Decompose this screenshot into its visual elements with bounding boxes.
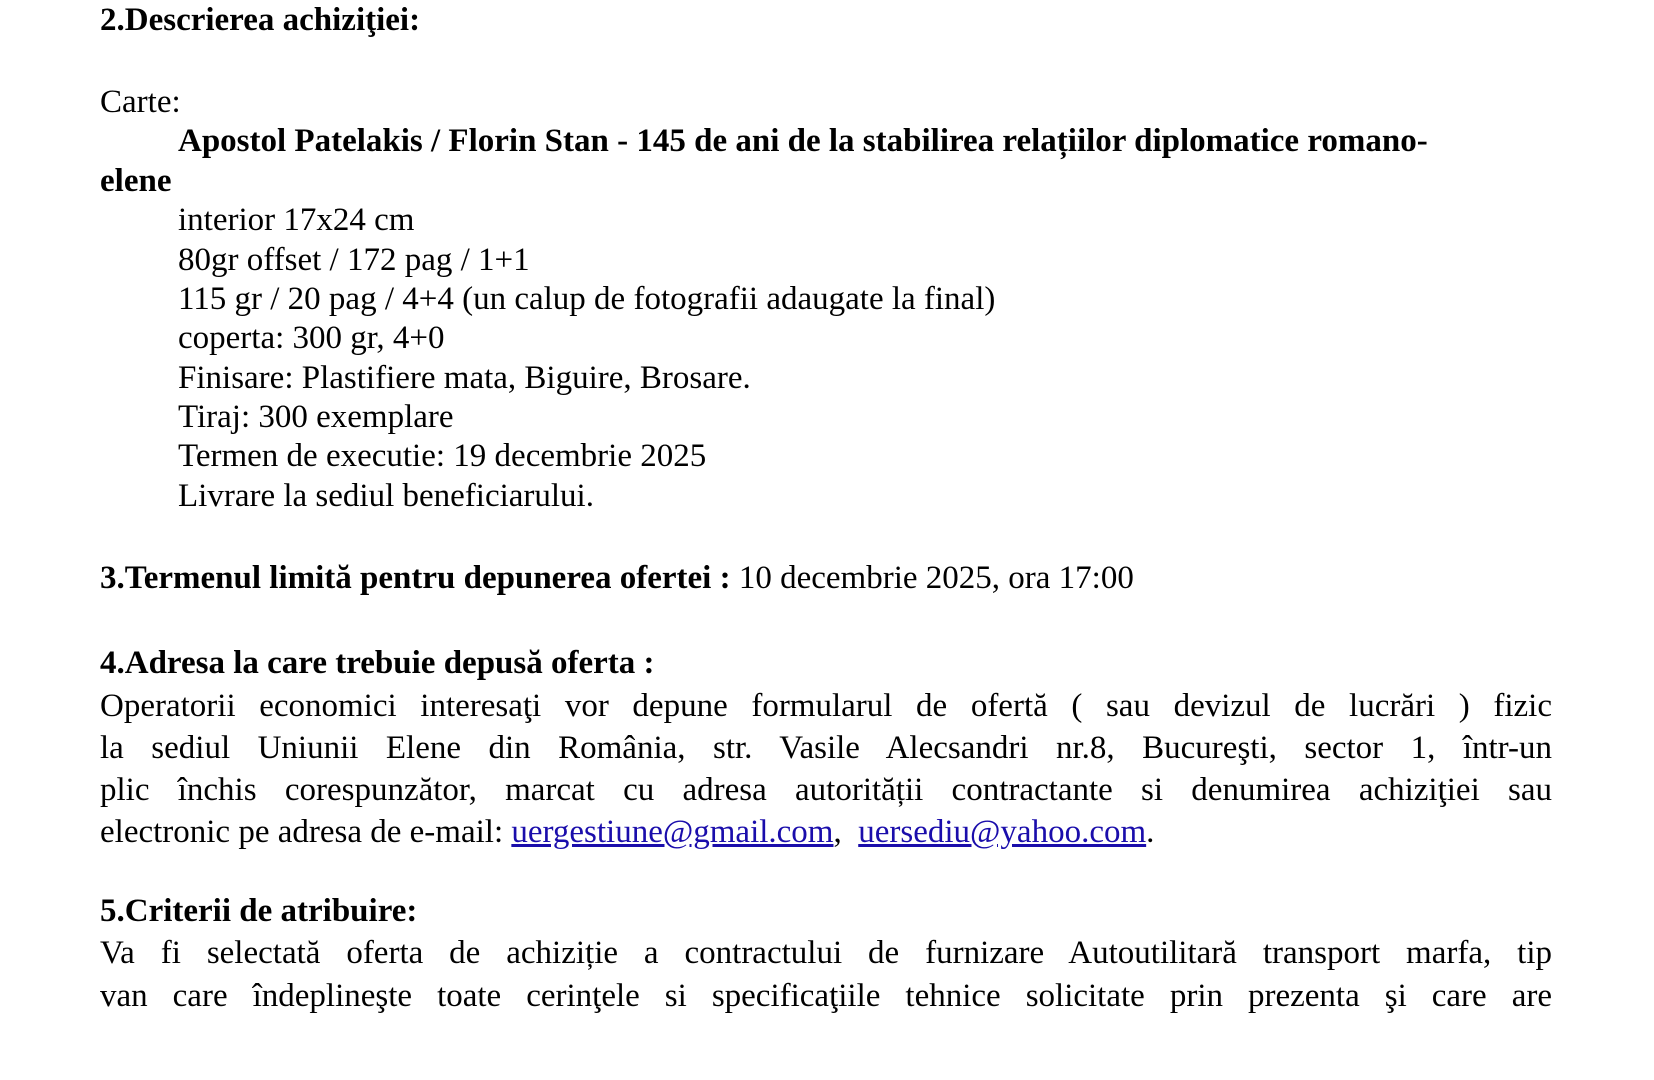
spec-photos: 115 gr / 20 pag / 4+4 (un calup de fotografii adaugate la final) <box>178 281 996 317</box>
section-4-paragraph-line-4 <box>100 812 1154 852</box>
email-link-uersediu[interactable]: uersediu@yahoo.com <box>858 814 1147 850</box>
spec-finishing: Finisare: Plastifiere mata, Biguire, Brosare. <box>178 360 751 396</box>
section-3-line <box>100 558 1134 598</box>
email-separator: , <box>833 814 859 850</box>
section-4-paragraph-line-1: Operatorii economici interesaţi vor depune formularul de ofertă ( sau devizul de lucrări ) fizic <box>100 688 1552 724</box>
spec-deadline: Termen de executie: 19 decembrie 2025 <box>178 438 707 474</box>
spec-paper: 80gr offset / 172 pag / 1+1 <box>178 242 530 278</box>
section-4-heading: 4.Adresa la care trebuie depusă oferta : <box>100 645 655 681</box>
section-5-paragraph-line-2: van care îndeplineşte toate cerinţele si specificaţiile tehnice solicitate prin prezenta şi care are <box>100 978 1552 1014</box>
spec-cover: coperta: 300 gr, 4+0 <box>178 320 445 356</box>
email-suffix-text: . <box>1146 814 1155 850</box>
email-link-uergestiune[interactable]: uergestiune@gmail.com <box>511 814 834 850</box>
section-5-paragraph-line-1: Va fi selectată oferta de achiziție a contractului de furnizare Autoutilitară transport marfa, tip <box>100 935 1552 971</box>
section-3-heading: 3.Termenul limită pentru depunerea ofertei : <box>100 560 731 596</box>
carte-label: Carte: <box>100 84 181 120</box>
book-title-line-2: elene <box>100 163 172 199</box>
section-4-paragraph-line-3: plic închis corespunzător, marcat cu adresa autorității contractante si denumirea achiziţiei sau <box>100 772 1552 808</box>
spec-interior: interior 17x24 cm <box>178 202 415 238</box>
section-2-heading: 2.Descrierea achiziţiei: <box>100 2 421 38</box>
section-4-paragraph-line-2: la sediul Uniunii Elene din România, str. Vasile Alecsandri nr.8, Bucureşti, sector 1, într-un <box>100 730 1552 766</box>
offer-deadline-value: 10 decembrie 2025, ora 17:00 <box>730 560 1134 596</box>
book-title-line-1: Apostol Patelakis / Florin Stan - 145 de ani de la stabilirea relațiilor diplomatice romano- <box>178 123 1428 159</box>
spec-print-run: Tiraj: 300 exemplare <box>178 399 454 435</box>
section-5-heading: 5.Criterii de atribuire: <box>100 893 418 929</box>
email-prefix-text: electronic pe adresa de e-mail: <box>100 814 512 850</box>
spec-delivery: Livrare la sediul beneficiarului. <box>178 478 594 514</box>
